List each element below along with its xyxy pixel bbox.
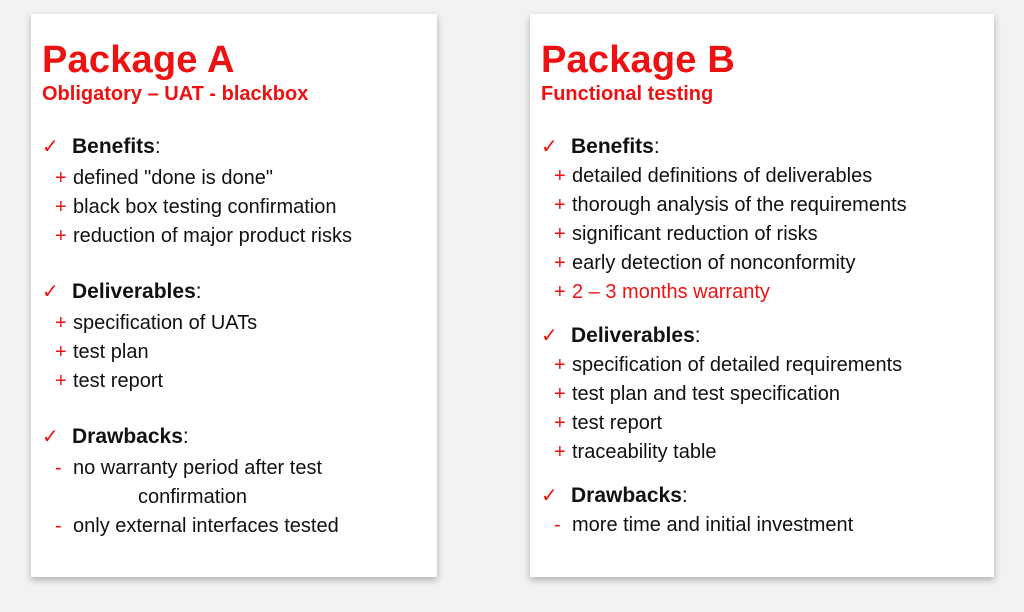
list-item: + defined "done is done" <box>42 164 437 193</box>
list-item: + specification of UATs <box>42 309 437 338</box>
checkmark-icon: ✓ <box>541 485 558 507</box>
plus-icon: + <box>554 383 566 405</box>
list-item: + test report <box>541 409 994 438</box>
package-a-subtitle: Obligatory – UAT - blackbox <box>42 83 309 105</box>
package-a-title: Package A <box>42 39 235 81</box>
list-item: + test plan and test specification <box>541 380 994 409</box>
package-a-benefits-section <box>42 134 437 251</box>
package-a-drawbacks-section <box>42 424 437 541</box>
plus-icon: + <box>554 412 566 434</box>
plus-icon: + <box>554 354 566 376</box>
benefits-heading: ✓ Benefits : <box>541 135 660 158</box>
plus-icon: + <box>55 225 67 247</box>
package-a-deliverables-section <box>42 279 437 396</box>
checkmark-icon: ✓ <box>541 136 558 158</box>
checkmark-icon: ✓ <box>42 281 59 303</box>
checkmark-icon: ✓ <box>541 325 558 347</box>
benefits-label: Benefits <box>72 135 155 158</box>
list-item: - no warranty period after test confirmation <box>42 454 437 512</box>
drawbacks-heading: ✓ Drawbacks : <box>541 484 688 507</box>
package-b-drawbacks-section <box>541 483 994 540</box>
list-item: + reduction of major product risks <box>42 222 437 251</box>
package-b-deliverables-section <box>541 323 994 467</box>
deliverables-label: Deliverables <box>72 280 196 303</box>
drawbacks-label: Drawbacks <box>72 425 183 448</box>
list-item: + black box testing confirmation <box>42 193 437 222</box>
checkmark-icon: ✓ <box>42 136 59 158</box>
list-item: + thorough analysis of the requirements <box>541 191 994 220</box>
deliverables-heading: ✓ Deliverables : <box>541 324 701 347</box>
drawbacks-heading: ✓ Drawbacks : <box>42 425 189 448</box>
list-item: + early detection of nonconformity <box>541 249 994 278</box>
list-item: - more time and initial investment <box>541 511 994 540</box>
minus-icon: - <box>55 457 62 479</box>
package-b-title: Package B <box>541 39 736 81</box>
benefits-list <box>42 164 437 251</box>
package-a-card <box>31 14 437 577</box>
list-item-warranty: + 2 – 3 months warranty <box>541 278 994 307</box>
plus-icon: + <box>554 194 566 216</box>
minus-icon: - <box>55 515 62 537</box>
plus-icon: + <box>55 196 67 218</box>
plus-icon: + <box>554 165 566 187</box>
list-item: + test report <box>42 367 437 396</box>
list-item: + traceability table <box>541 438 994 467</box>
plus-icon: + <box>554 252 566 274</box>
package-b-benefits-section <box>541 134 994 307</box>
benefits-heading: ✓ Benefits : <box>42 135 161 158</box>
plus-icon: + <box>554 223 566 245</box>
package-b-subtitle: Functional testing <box>541 83 714 105</box>
benefits-label: Benefits <box>571 135 654 158</box>
plus-icon: + <box>554 441 566 463</box>
plus-icon: + <box>55 341 67 363</box>
drawbacks-list <box>42 454 437 541</box>
drawbacks-label: Drawbacks <box>571 484 682 507</box>
list-item: - only external interfaces tested <box>42 512 437 541</box>
list-item: + test plan <box>42 338 437 367</box>
list-item: + specification of detailed requirements <box>541 351 994 380</box>
plus-icon: + <box>55 370 67 392</box>
deliverables-list <box>42 309 437 396</box>
list-item-continuation: confirmation <box>138 486 247 508</box>
list-item: + significant reduction of risks <box>541 220 994 249</box>
drawbacks-list <box>541 511 994 540</box>
minus-icon: - <box>554 514 561 536</box>
plus-icon: + <box>554 281 566 303</box>
deliverables-list <box>541 351 994 467</box>
benefits-list <box>541 162 994 307</box>
deliverables-heading: ✓ Deliverables : <box>42 280 202 303</box>
package-b-card <box>530 14 994 577</box>
checkmark-icon: ✓ <box>42 426 59 448</box>
plus-icon: + <box>55 167 67 189</box>
list-item: + detailed definitions of deliverables <box>541 162 994 191</box>
plus-icon: + <box>55 312 67 334</box>
deliverables-label: Deliverables <box>571 324 695 347</box>
